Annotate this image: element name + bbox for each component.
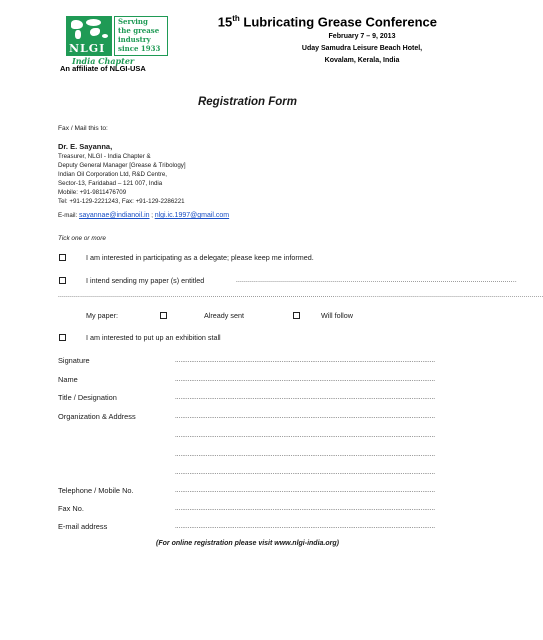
logo-tagline-box — [114, 16, 168, 56]
will-follow-checkbox[interactable] — [293, 312, 300, 319]
logo-tagline-line: industry — [118, 35, 151, 44]
email-link-2[interactable]: nlgi.ic.1997@gmail.com — [154, 212, 230, 219]
contact-email-line — [58, 212, 229, 219]
contact-line: Treasurer, NLGI - India Chapter & — [58, 153, 151, 160]
logo-tagline-line: Serving — [118, 17, 148, 26]
contact-line: Mobile: +91-9811476709 — [58, 189, 127, 196]
telephone-label: Telephone / Mobile No. — [58, 486, 134, 495]
logo-nlgi-text: NLGI — [69, 42, 106, 55]
contact-line: Sector-13, Faridabad – 121 007, India — [58, 180, 163, 187]
delegate-option-label: I am interested in participating as a delegate; please keep me informed. — [86, 253, 314, 262]
designation-label: Title / Designation — [58, 393, 117, 402]
contact-line: Deputy General Manager [Grease & Tribology] — [58, 162, 186, 169]
conference-dates: February 7 – 9, 2013 — [328, 33, 396, 40]
email-link-1[interactable]: sayannae@indianoil.in — [78, 212, 150, 219]
delegate-checkbox[interactable] — [59, 254, 66, 261]
tick-note: Tick one or more — [58, 235, 106, 242]
signature-label: Signature — [58, 356, 90, 365]
email-separator: ; — [149, 212, 155, 219]
logo-tagline-line: the grease — [118, 26, 160, 35]
my-paper-label: My paper: — [86, 311, 118, 320]
conference-title — [218, 14, 437, 29]
title-text: Lubricating Grease Conference — [239, 14, 437, 30]
paper-title-blank-2[interactable]: .................................................................................................................................................................................................................................................. — [58, 292, 543, 299]
organization-label: Organization & Address — [58, 412, 136, 421]
name-label: Name — [58, 375, 78, 384]
email-label: E-mail address — [58, 522, 108, 531]
signature-field[interactable]: ................................................................................................................................................ — [175, 357, 436, 364]
organization-field-line-1[interactable]: ................................................................................................................................................ — [175, 413, 436, 420]
fax-label: Fax No. — [58, 504, 84, 513]
world-map-icon — [66, 16, 112, 56]
form-title: Registration Form — [197, 96, 298, 108]
will-follow-label: Will follow — [321, 311, 353, 320]
already-sent-checkbox[interactable] — [160, 312, 167, 319]
conference-location: Kovalam, Kerala, India — [324, 57, 400, 64]
email-field[interactable]: ................................................................................................................................................ — [175, 523, 436, 530]
contact-line: Tel: +91-129-2221243, Fax: +91-129-2286221 — [58, 198, 185, 205]
conference-venue: Uday Samudra Leisure Beach Hotel, — [301, 45, 423, 52]
organization-field-line-3[interactable]: ................................................................................................................................................ — [175, 451, 436, 458]
contact-line: Indian Oil Corporation Ltd, R&D Centre, — [58, 171, 168, 178]
nlgi-logo — [58, 16, 176, 72]
email-prefix: E-mail: — [58, 212, 79, 219]
title-superscript: th — [232, 14, 240, 23]
telephone-field[interactable]: ................................................................................................................................................ — [175, 487, 436, 494]
online-registration-note: (For online registration please visit www.nlgi-india.org) — [156, 540, 339, 547]
logo-affiliate-text: An affiliate of NLGI-USA — [60, 64, 146, 73]
organization-field-line-2[interactable]: ................................................................................................................................................ — [175, 432, 436, 439]
logo-tagline-line: since 1933 — [118, 44, 161, 53]
paper-title-blank[interactable]: ............................................................................................................................................ — [236, 277, 517, 284]
exhibition-checkbox[interactable] — [59, 334, 66, 341]
contact-name: Dr. E. Sayanna, — [58, 142, 113, 151]
title-number: 15 — [217, 14, 233, 30]
exhibition-option-label: I am interested to put up an exhibition stall — [86, 333, 221, 342]
designation-field[interactable]: ................................................................................................................................................ — [175, 394, 436, 401]
logo-chapter-text: India Chapter — [72, 56, 135, 66]
fax-field[interactable]: ................................................................................................................................................ — [175, 505, 436, 512]
organization-field-line-4[interactable]: ................................................................................................................................................ — [175, 469, 436, 476]
paper-checkbox[interactable] — [59, 277, 66, 284]
paper-option-label: I intend sending my paper (s) entitled — [86, 276, 205, 285]
already-sent-label: Already sent — [204, 311, 244, 320]
name-field[interactable]: ................................................................................................................................................ — [175, 376, 436, 383]
fax-mail-instruction: Fax / Mail this to: — [58, 125, 108, 132]
